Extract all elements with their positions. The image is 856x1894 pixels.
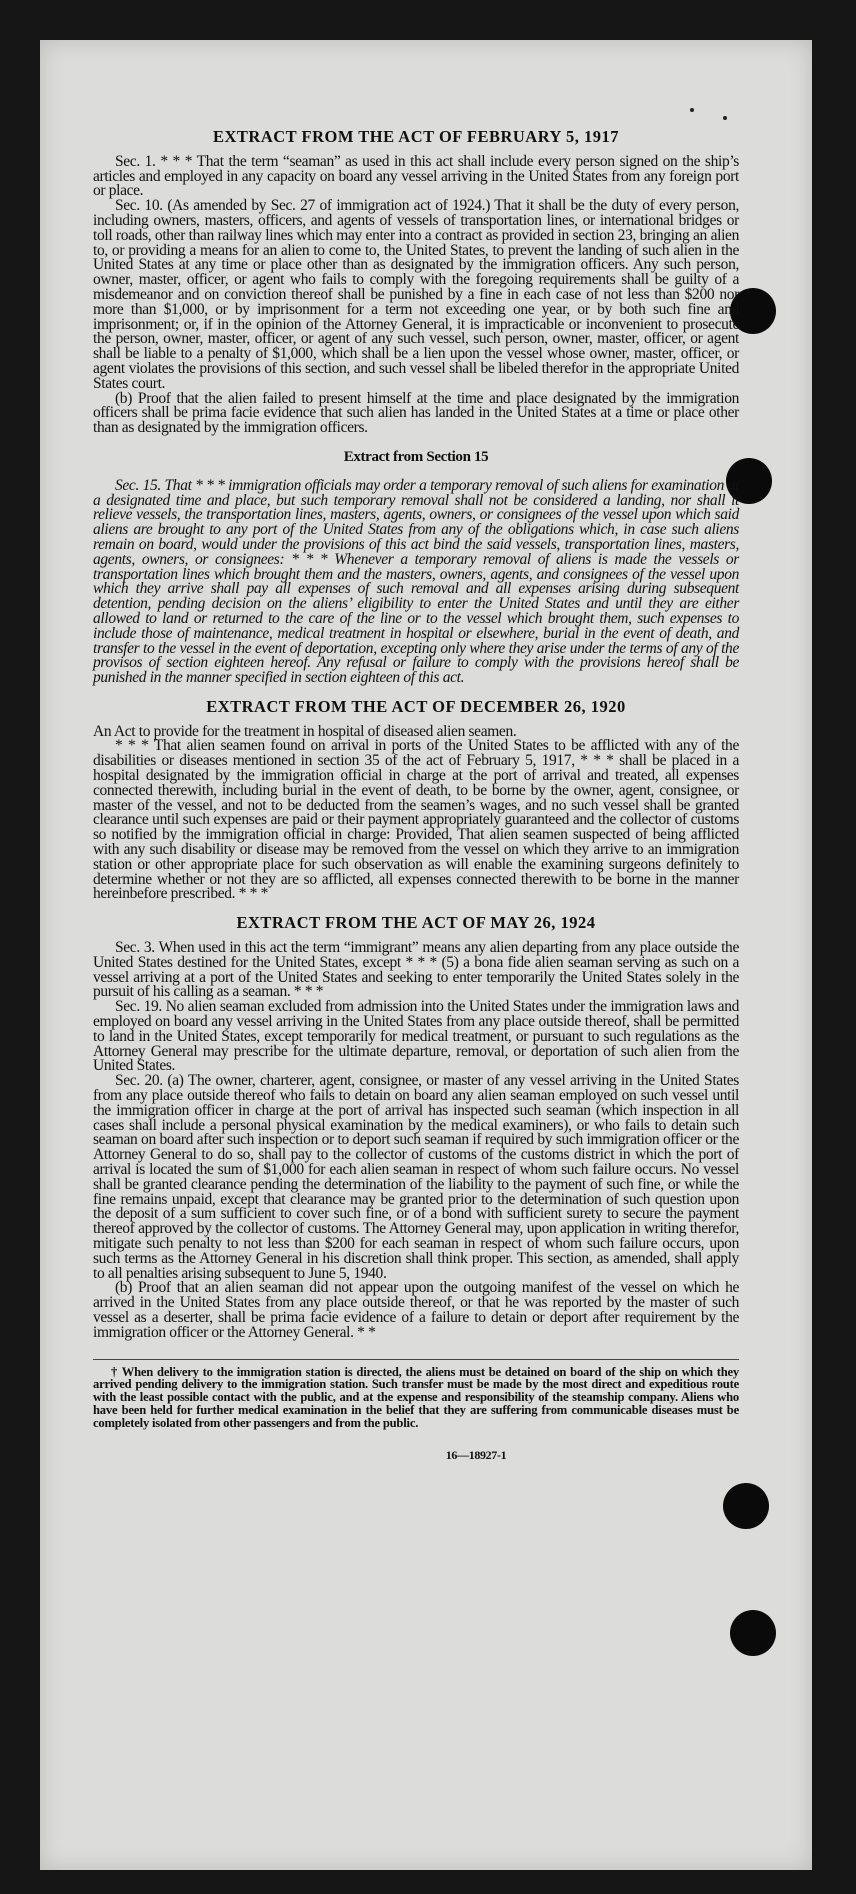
ink-speck xyxy=(690,108,694,112)
section-15-block xyxy=(93,476,739,687)
paragraph-sec-20-b: (b) Proof that an alien seaman did not appear upon the outgoing manifest of the vessel on which he arrived in the United States from any place outside thereof, or that he was reported by the master of such vessel as a deserter, shall be prima facie evidence of a failure to detain or deport after requirement by the immigration officer or the Attorney General. * * xyxy=(93,1279,739,1341)
document-body xyxy=(93,122,739,1462)
paragraph-sec-15: Sec. 15. That * * * immigration officials may order a temporary removal of such aliens for examination at a designated time and place, but such temporary removal shall not be considered a landing, nor shall it relieve vessels, the transportation lines, masters, agents, owners, or consignees of the vessel upon which said aliens are brought to any port of the United States from any of the obligations which, in case such aliens remain on board, would under the provisions of this act bind the said vessels, transportation lines, masters, agents, owners, or consignees: * * * Whenever a temporary removal of aliens is made the vessels or transportation lines which brought them and the masters, owners, agents, and consignees of the vessel upon which they arrive shall pay all expenses of such removal and all expenses arising during subsequent detention, pending decision on the aliens’ eligibility to enter the United States and until they are either allowed to land or returned to the care of the line or to the vessel which brought them, such expenses to include those of maintenance, medical treatment in hospital or elsewhere, burial in the event of death, and transfer to the vessel in the event of deportation, excepting only where they arise under the terms of any of the provisos of section eighteen hereof. Any refusal or failure to comply with the provisions hereof shall be punished in the manner specified in section eighteen of this act. xyxy=(93,476,739,687)
heading-act-1917: EXTRACT FROM THE ACT OF FEBRUARY 5, 1917 xyxy=(213,127,619,146)
heading-act-1920: EXTRACT FROM THE ACT OF DECEMBER 26, 1920 xyxy=(206,696,626,716)
paragraph-sec-3: Sec. 3. When used in this act the term “immigrant” means any alien departing from any place outside the United States destined for the United States, except * * * (5) a bona fide alien seaman serving as such on a vessel arriving at a port of the United States and seeking to enter temporarily the United States solely in the pursuit of his calling as a seaman. * * * xyxy=(93,939,739,1001)
paragraph-hospital-treatment: * * * That alien seamen found on arrival in ports of the United States to be afflicted with any of the disabilities or diseases mentioned in section 35 of the act of February 5, 1917, * * * shall be placed in a hospital designated by the immigration official in charge at the port of arrival and treated, all expenses connected therewith, including burial in the event of death, to be borne by the owner, agent, consignee, or master of the vessel, and not to be deducted from the seamen’s wages, and no such vessel shall be granted clearance until such expenses are paid or their payment appropriately guaranteed and the collector of customs so notified by the immigration official in charge: Provided, That alien seamen suspected of being afflicted with any such disability or disease may be removed from the vessel on which they arrive to an immigration station or other appropriate place for such observation as will enable the examining surgeons definitely to determine whether or not they are so afflicted, all expenses connected therewith to be borne in the manner hereinbefore prescribed. * * * xyxy=(93,737,739,903)
subheading-section-15: Extract from Section 15 xyxy=(343,448,489,465)
punch-hole-lower xyxy=(723,1483,769,1529)
footnote xyxy=(93,1359,739,1430)
document-page xyxy=(40,40,812,1870)
footnote-text: † When delivery to the immigration station is directed, the aliens must be detained on board of the ship on which they arrived pending delivery to the immigration station. Such transfer must be made by the most direct and expeditious route with the least possible contact with the public, and at the expense and responsibility of the steamship company. Aliens who have been held for further medical examination in the belief that they are suffering from communicable diseases must be completely isolated from other passengers and from the public. xyxy=(93,1364,739,1430)
paragraph-sec-10-b: (b) Proof that the alien failed to present himself at the time and place designated by the immigration officers shall be prima facie evidence that such alien has landed in the United States at a time or place other than as designated by the immigration officers. xyxy=(93,389,739,437)
ink-speck xyxy=(723,116,727,120)
punch-hole-bottom xyxy=(730,1610,776,1656)
paragraph-act-title: An Act to provide for the treatment in hospital of diseased alien seamen. xyxy=(93,722,517,740)
paragraph-sec-1: Sec. 1. * * * That the term “seaman” as used in this act shall include every person signed on the ship’s articles and employed in any capacity on board any vessel arriving in the United States from any foreign port or place. xyxy=(93,152,739,200)
form-number: 16—18927-1 xyxy=(445,1447,507,1462)
paragraph-sec-20-a: Sec. 20. (a) The owner, charterer, agent, consignee, or master of any vessel arriving in the United States from any place outside thereof who fails to detain on board any alien seaman employed on such vessel until the immigration officer in charge at the port of arrival has inspected such seaman (which inspection in all cases shall include a personal physical examination by the medical examiners), or who fails to detain such seaman on board after such inspection or to deport such seaman if required by such immigration officer or the Attorney General to do so, shall pay to the collector of customs of the customs district in which the port of arrival is located the sum of $1,000 for each alien seaman in respect of whom such failure occurs. No vessel shall be granted clearance pending the determination of the liability to the payment of such fine, or while the fine remains unpaid, except that clearance may be granted prior to the determination of such question upon the deposit of a sum sufficient to cover such fine, or of a bond with sufficient surety to secure the payment thereof approved by the collector of customs. The Attorney General may, upon application in writing therefor, mitigate such penalty to not less than $200 for each seaman in respect of whom such failure occurs, upon such terms as the Attorney General in his discretion shall think proper. This section, as amended, shall apply to all penalties arising subsequent to June 5, 1940. xyxy=(93,1072,739,1282)
paragraph-sec-10: Sec. 10. (As amended by Sec. 27 of immigration act of 1924.) That it shall be the duty of every person, including owners, masters, officers, and agents of vessels of transportation lines, or international bridges or toll roads, other than railway lines which may enter into a contract as provided in section 23, bringing an alien to, or providing a means for an alien to come to, the United States, to prevent the landing of such alien in the United States at any time or place other than as designated by the immigration officers. Any such person, owner, master, officer, or agent who fails to comply with the foregoing requirements shall be guilty of a misdemeanor and on conviction thereof shall be punished by a fine in each case of not less than $200 nor more than $1,000, or by imprisonment for a term not exceeding one year, or by both such fine and imprisonment; or, if in the opinion of the Attorney General, it is impracticable or inconvenient to prosecute the person, owner, master, officer, or agent of any such vessel, such person, owner, master, officer, or agent shall be liable to a penalty of $1,000, which shall be a lien upon the vessel whose owner, master, officer, or agent violates the provisions of this section, and such vessel shall be libeled therefor in the appropriate United States court. xyxy=(93,197,739,392)
paragraph-sec-19: Sec. 19. No alien seaman excluded from admission into the United States under the immigration laws and employed on board any vessel arriving in the United States from any place outside thereof, shall be permitted to land in the United States, except temporarily for medical treatment, or pursuant to such regulations as the Attorney General may prescribe for the ultimate departure, removal, or deportation of such alien from the United States. xyxy=(93,998,739,1075)
heading-act-1924: EXTRACT FROM THE ACT OF MAY 26, 1924 xyxy=(236,913,596,933)
